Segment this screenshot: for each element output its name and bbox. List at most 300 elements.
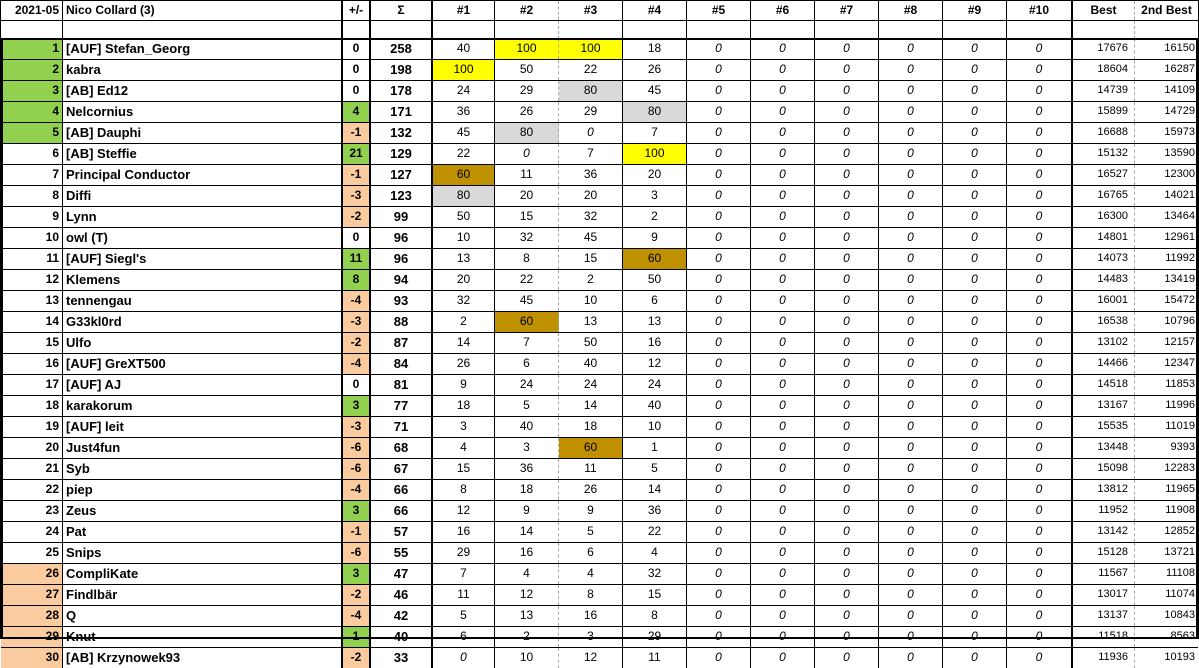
- score-cell-2[interactable]: 0: [495, 144, 559, 164]
- score-cell-5[interactable]: 0: [687, 480, 751, 500]
- spacer-cell[interactable]: [559, 21, 623, 39]
- best-cell[interactable]: 11567: [1071, 564, 1135, 584]
- score-cell-2[interactable]: 15: [495, 207, 559, 227]
- score-cell-6[interactable]: 0: [751, 165, 815, 185]
- score-cell-1[interactable]: 40: [431, 39, 495, 59]
- score-cell-1[interactable]: 80: [431, 186, 495, 206]
- score-cell-3[interactable]: 32: [559, 207, 623, 227]
- score-cell-6[interactable]: 0: [751, 81, 815, 101]
- second-best-cell[interactable]: 11019: [1165, 420, 1195, 432]
- delta-cell[interactable]: -3: [341, 417, 369, 437]
- score-cell-3[interactable]: 2: [559, 270, 623, 290]
- score-cell-1[interactable]: 29: [431, 543, 495, 563]
- rank-cell[interactable]: 14: [1, 312, 63, 332]
- score-cell-3[interactable]: 18: [559, 417, 623, 437]
- score-cell-9[interactable]: 0: [943, 186, 1007, 206]
- delta-cell[interactable]: 0: [341, 39, 369, 59]
- rank-cell[interactable]: 13: [1, 291, 63, 311]
- total-cell[interactable]: 68: [369, 438, 431, 458]
- score-cell-5[interactable]: 0: [687, 606, 751, 626]
- second-best-cell[interactable]: 11853: [1165, 378, 1195, 390]
- score-cell-6[interactable]: 0: [751, 354, 815, 374]
- delta-cell[interactable]: -4: [341, 606, 369, 626]
- score-cell-6[interactable]: 0: [751, 60, 815, 80]
- player-name-cell[interactable]: Knut: [66, 629, 96, 644]
- score-cell-10[interactable]: 0: [1035, 440, 1043, 454]
- total-cell[interactable]: 42: [369, 606, 431, 626]
- total-cell[interactable]: 81: [369, 375, 431, 395]
- best-cell[interactable]: 16765: [1071, 186, 1135, 206]
- score-cell-4[interactable]: 24: [623, 375, 687, 395]
- score-cell-7[interactable]: 0: [815, 228, 879, 248]
- best-column-header[interactable]: Best: [1071, 1, 1135, 20]
- round-2-header[interactable]: #2: [495, 1, 559, 20]
- score-cell-1[interactable]: 50: [431, 207, 495, 227]
- total-cell[interactable]: 94: [369, 270, 431, 290]
- spacer-cell[interactable]: [1071, 21, 1135, 39]
- best-cell[interactable]: 14466: [1071, 354, 1135, 374]
- score-cell-2[interactable]: 11: [495, 165, 559, 185]
- delta-cell[interactable]: 21: [341, 144, 369, 164]
- score-cell-2[interactable]: 100: [495, 39, 559, 59]
- score-cell-8[interactable]: 0: [879, 186, 943, 206]
- score-cell-4[interactable]: 32: [623, 564, 687, 584]
- best-cell[interactable]: 17676: [1071, 39, 1135, 59]
- second-best-cell[interactable]: 16287: [1164, 63, 1195, 75]
- score-cell-9[interactable]: 0: [943, 354, 1007, 374]
- best-cell[interactable]: 15535: [1071, 417, 1135, 437]
- total-cell[interactable]: 99: [369, 207, 431, 227]
- score-cell-4[interactable]: 16: [623, 333, 687, 353]
- score-cell-10[interactable]: 0: [1035, 587, 1043, 601]
- score-cell-1[interactable]: 18: [431, 396, 495, 416]
- second-best-cell[interactable]: 13721: [1164, 546, 1195, 558]
- score-cell-9[interactable]: 0: [943, 564, 1007, 584]
- score-cell-4[interactable]: 1: [623, 438, 687, 458]
- rank-cell[interactable]: 19: [1, 417, 63, 437]
- best-cell[interactable]: 14518: [1071, 375, 1135, 395]
- second-best-cell[interactable]: 13590: [1164, 147, 1195, 159]
- score-cell-1[interactable]: 16: [431, 522, 495, 542]
- score-cell-8[interactable]: 0: [879, 60, 943, 80]
- score-cell-2[interactable]: 12: [495, 585, 559, 605]
- score-cell-3[interactable]: 16: [559, 606, 623, 626]
- score-cell-4[interactable]: 14: [623, 480, 687, 500]
- score-cell-5[interactable]: 0: [687, 543, 751, 563]
- score-cell-7[interactable]: 0: [815, 102, 879, 122]
- score-cell-10[interactable]: 0: [1035, 230, 1043, 244]
- rank-cell[interactable]: 18: [1, 396, 63, 416]
- best-cell[interactable]: 15899: [1071, 102, 1135, 122]
- score-cell-4[interactable]: 26: [623, 60, 687, 80]
- player-name-cell[interactable]: piep: [66, 482, 93, 497]
- score-cell-6[interactable]: 0: [751, 291, 815, 311]
- score-cell-6[interactable]: 0: [751, 459, 815, 479]
- total-cell[interactable]: 96: [369, 228, 431, 248]
- score-cell-5[interactable]: 0: [687, 585, 751, 605]
- score-cell-9[interactable]: 0: [943, 648, 1007, 668]
- score-cell-8[interactable]: 0: [879, 249, 943, 269]
- score-cell-4[interactable]: 7: [623, 123, 687, 143]
- score-cell-3[interactable]: 9: [559, 501, 623, 521]
- score-cell-1[interactable]: 14: [431, 333, 495, 353]
- score-cell-3[interactable]: 100: [559, 39, 623, 59]
- player-name-cell[interactable]: Principal Conductor: [66, 167, 191, 182]
- best-cell[interactable]: 14483: [1071, 270, 1135, 290]
- score-cell-8[interactable]: 0: [879, 606, 943, 626]
- spacer-cell[interactable]: [1, 21, 63, 39]
- score-cell-8[interactable]: 0: [879, 438, 943, 458]
- score-cell-7[interactable]: 0: [815, 627, 879, 647]
- score-cell-1[interactable]: 36: [431, 102, 495, 122]
- score-cell-5[interactable]: 0: [687, 564, 751, 584]
- rank-cell[interactable]: 7: [1, 165, 63, 185]
- player-name-cell[interactable]: kabra: [66, 62, 101, 77]
- spacer-cell[interactable]: [687, 21, 751, 39]
- score-cell-4[interactable]: 10: [623, 417, 687, 437]
- score-cell-8[interactable]: 0: [879, 39, 943, 59]
- rank-cell[interactable]: 21: [1, 459, 63, 479]
- score-cell-6[interactable]: 0: [751, 144, 815, 164]
- score-cell-1[interactable]: 7: [431, 564, 495, 584]
- score-cell-5[interactable]: 0: [687, 375, 751, 395]
- score-cell-8[interactable]: 0: [879, 354, 943, 374]
- score-cell-9[interactable]: 0: [943, 291, 1007, 311]
- rank-cell[interactable]: 9: [1, 207, 63, 227]
- score-cell-6[interactable]: 0: [751, 312, 815, 332]
- score-cell-1[interactable]: 60: [431, 165, 495, 185]
- score-cell-6[interactable]: 0: [751, 207, 815, 227]
- player-name-cell[interactable]: [AUF] AJ: [66, 377, 122, 392]
- score-cell-7[interactable]: 0: [815, 312, 879, 332]
- score-cell-7[interactable]: 0: [815, 459, 879, 479]
- score-cell-7[interactable]: 0: [815, 585, 879, 605]
- score-cell-10[interactable]: 0: [1035, 104, 1043, 118]
- best-cell[interactable]: 13167: [1071, 396, 1135, 416]
- delta-cell[interactable]: -2: [341, 333, 369, 353]
- score-cell-3[interactable]: 60: [559, 438, 623, 458]
- delta-cell[interactable]: -2: [341, 585, 369, 605]
- score-cell-1[interactable]: 26: [431, 354, 495, 374]
- score-cell-4[interactable]: 13: [623, 312, 687, 332]
- score-cell-9[interactable]: 0: [943, 627, 1007, 647]
- score-cell-4[interactable]: 9: [623, 228, 687, 248]
- score-cell-9[interactable]: 0: [943, 270, 1007, 290]
- second-best-cell[interactable]: 9393: [1170, 441, 1195, 453]
- score-cell-10[interactable]: 0: [1035, 545, 1043, 559]
- score-cell-9[interactable]: 0: [943, 102, 1007, 122]
- player-name-cell[interactable]: karakorum: [66, 398, 133, 413]
- rank-cell[interactable]: 11: [1, 249, 63, 269]
- second-best-cell[interactable]: 14109: [1164, 84, 1195, 96]
- spacer-cell[interactable]: [495, 21, 559, 39]
- delta-cell[interactable]: -4: [341, 354, 369, 374]
- league-title-cell[interactable]: Nico Collard (3): [66, 3, 155, 17]
- best-cell[interactable]: 13017: [1071, 585, 1135, 605]
- score-cell-8[interactable]: 0: [879, 417, 943, 437]
- best-cell[interactable]: 11952: [1071, 501, 1135, 521]
- second-best-cell[interactable]: 11992: [1165, 252, 1195, 264]
- score-cell-9[interactable]: 0: [943, 123, 1007, 143]
- score-cell-4[interactable]: 20: [623, 165, 687, 185]
- delta-cell[interactable]: 0: [341, 81, 369, 101]
- second-best-cell[interactable]: 10193: [1164, 651, 1195, 663]
- delta-cell[interactable]: -6: [341, 543, 369, 563]
- score-cell-10[interactable]: 0: [1035, 461, 1043, 475]
- delta-cell[interactable]: -6: [341, 438, 369, 458]
- score-cell-4[interactable]: 8: [623, 606, 687, 626]
- total-cell[interactable]: 66: [369, 480, 431, 500]
- score-cell-2[interactable]: 6: [495, 354, 559, 374]
- round-9-header[interactable]: #9: [943, 1, 1007, 20]
- round-8-header[interactable]: #8: [879, 1, 943, 20]
- score-cell-1[interactable]: 22: [431, 144, 495, 164]
- score-cell-5[interactable]: 0: [687, 354, 751, 374]
- score-cell-2[interactable]: 3: [495, 438, 559, 458]
- score-cell-2[interactable]: 5: [495, 396, 559, 416]
- best-cell[interactable]: 14073: [1071, 249, 1135, 269]
- score-cell-1[interactable]: 20: [431, 270, 495, 290]
- score-cell-8[interactable]: 0: [879, 459, 943, 479]
- second-best-cell[interactable]: 11108: [1166, 567, 1195, 579]
- month-header-cell[interactable]: 2021-05: [1, 1, 63, 20]
- round-10-header[interactable]: #10: [1028, 3, 1050, 17]
- score-cell-8[interactable]: 0: [879, 312, 943, 332]
- total-cell[interactable]: 57: [369, 522, 431, 542]
- score-cell-10[interactable]: 0: [1035, 188, 1043, 202]
- score-cell-5[interactable]: 0: [687, 249, 751, 269]
- best-cell[interactable]: 16527: [1071, 165, 1135, 185]
- score-cell-1[interactable]: 45: [431, 123, 495, 143]
- delta-cell[interactable]: -1: [341, 165, 369, 185]
- total-cell[interactable]: 66: [369, 501, 431, 521]
- score-cell-4[interactable]: 50: [623, 270, 687, 290]
- delta-cell[interactable]: 1: [341, 627, 369, 647]
- score-cell-9[interactable]: 0: [943, 333, 1007, 353]
- total-cell[interactable]: 198: [369, 60, 431, 80]
- player-name-cell[interactable]: G33kl0rd: [66, 314, 122, 329]
- score-cell-3[interactable]: 13: [559, 312, 623, 332]
- second-best-cell[interactable]: 12961: [1164, 231, 1195, 243]
- score-cell-10[interactable]: 0: [1035, 524, 1043, 538]
- score-cell-8[interactable]: 0: [879, 165, 943, 185]
- player-name-cell[interactable]: Pat: [66, 524, 87, 539]
- delta-cell[interactable]: 11: [341, 249, 369, 269]
- score-cell-7[interactable]: 0: [815, 354, 879, 374]
- rank-cell[interactable]: 8: [1, 186, 63, 206]
- spacer-cell[interactable]: [369, 21, 431, 39]
- spacer-cell[interactable]: [623, 21, 687, 39]
- second-best-cell[interactable]: 13419: [1164, 273, 1195, 285]
- score-cell-4[interactable]: 2: [623, 207, 687, 227]
- delta-cell[interactable]: -4: [341, 480, 369, 500]
- score-cell-1[interactable]: 2: [431, 312, 495, 332]
- score-cell-3[interactable]: 11: [559, 459, 623, 479]
- score-cell-10[interactable]: 0: [1035, 167, 1043, 181]
- delta-cell[interactable]: -2: [341, 207, 369, 227]
- score-cell-7[interactable]: 0: [815, 123, 879, 143]
- score-cell-4[interactable]: 36: [623, 501, 687, 521]
- score-cell-3[interactable]: 50: [559, 333, 623, 353]
- score-cell-8[interactable]: 0: [879, 270, 943, 290]
- score-cell-7[interactable]: 0: [815, 501, 879, 521]
- score-cell-9[interactable]: 0: [943, 60, 1007, 80]
- score-cell-6[interactable]: 0: [751, 606, 815, 626]
- rank-cell[interactable]: 4: [1, 102, 63, 122]
- score-cell-7[interactable]: 0: [815, 207, 879, 227]
- score-cell-8[interactable]: 0: [879, 564, 943, 584]
- score-cell-1[interactable]: 9: [431, 375, 495, 395]
- score-cell-1[interactable]: 24: [431, 81, 495, 101]
- total-cell[interactable]: 33: [369, 648, 431, 668]
- score-cell-7[interactable]: 0: [815, 438, 879, 458]
- score-cell-3[interactable]: 7: [559, 144, 623, 164]
- best-cell[interactable]: 15098: [1071, 459, 1135, 479]
- player-name-cell[interactable]: [AB] Ed12: [66, 83, 129, 98]
- rank-cell[interactable]: 26: [1, 564, 63, 584]
- score-cell-9[interactable]: 0: [943, 417, 1007, 437]
- score-cell-10[interactable]: 0: [1035, 83, 1043, 97]
- delta-cell[interactable]: 3: [341, 501, 369, 521]
- rank-cell[interactable]: 24: [1, 522, 63, 542]
- score-cell-4[interactable]: 22: [623, 522, 687, 542]
- delta-cell[interactable]: 0: [341, 375, 369, 395]
- score-cell-1[interactable]: 15: [431, 459, 495, 479]
- score-cell-7[interactable]: 0: [815, 333, 879, 353]
- score-cell-9[interactable]: 0: [943, 312, 1007, 332]
- second-best-cell[interactable]: 15472: [1164, 294, 1195, 306]
- score-cell-10[interactable]: 0: [1035, 566, 1043, 580]
- score-cell-3[interactable]: 26: [559, 480, 623, 500]
- spacer-cell[interactable]: [879, 21, 943, 39]
- delta-cell[interactable]: -3: [341, 186, 369, 206]
- player-name-cell[interactable]: [AUF] Stefan_Georg: [66, 41, 191, 56]
- delta-cell[interactable]: -1: [341, 123, 369, 143]
- score-cell-7[interactable]: 0: [815, 522, 879, 542]
- score-cell-5[interactable]: 0: [687, 186, 751, 206]
- score-cell-1[interactable]: 11: [431, 585, 495, 605]
- score-cell-5[interactable]: 0: [687, 312, 751, 332]
- spacer-cell[interactable]: [1007, 21, 1071, 39]
- score-cell-7[interactable]: 0: [815, 480, 879, 500]
- player-name-cell[interactable]: Diffi: [66, 188, 92, 203]
- score-cell-9[interactable]: 0: [943, 165, 1007, 185]
- score-cell-4[interactable]: 12: [623, 354, 687, 374]
- score-cell-1[interactable]: 13: [431, 249, 495, 269]
- spacer-cell[interactable]: [431, 21, 495, 39]
- score-cell-9[interactable]: 0: [943, 522, 1007, 542]
- score-cell-4[interactable]: 11: [623, 648, 687, 668]
- player-name-cell[interactable]: [AUF] Siegl's: [66, 251, 147, 266]
- second-best-cell[interactable]: 12283: [1164, 462, 1195, 474]
- best-cell[interactable]: 14739: [1071, 81, 1135, 101]
- total-cell[interactable]: 178: [369, 81, 431, 101]
- score-cell-7[interactable]: 0: [815, 648, 879, 668]
- score-cell-1[interactable]: 5: [431, 606, 495, 626]
- score-cell-8[interactable]: 0: [879, 627, 943, 647]
- rank-cell[interactable]: 15: [1, 333, 63, 353]
- delta-cell[interactable]: 0: [341, 60, 369, 80]
- best-cell[interactable]: 16001: [1071, 291, 1135, 311]
- round-6-header[interactable]: #6: [751, 1, 815, 20]
- best-cell[interactable]: 11936: [1071, 648, 1135, 668]
- score-cell-8[interactable]: 0: [879, 480, 943, 500]
- score-cell-1[interactable]: 10: [431, 228, 495, 248]
- score-cell-8[interactable]: 0: [879, 648, 943, 668]
- score-cell-3[interactable]: 45: [559, 228, 623, 248]
- second-best-cell[interactable]: 11074: [1165, 588, 1195, 600]
- total-cell[interactable]: 96: [369, 249, 431, 269]
- rank-cell[interactable]: 1: [1, 39, 63, 59]
- second-best-cell[interactable]: 12347: [1164, 357, 1195, 369]
- score-cell-2[interactable]: 26: [495, 102, 559, 122]
- score-cell-4[interactable]: 3: [623, 186, 687, 206]
- score-cell-10[interactable]: 0: [1035, 482, 1043, 496]
- score-cell-3[interactable]: 80: [559, 81, 623, 101]
- second-best-cell[interactable]: 12157: [1164, 336, 1195, 348]
- score-cell-5[interactable]: 0: [687, 501, 751, 521]
- score-cell-2[interactable]: 2: [495, 627, 559, 647]
- delta-cell[interactable]: -6: [341, 459, 369, 479]
- spacer-cell[interactable]: [751, 21, 815, 39]
- score-cell-2[interactable]: 8: [495, 249, 559, 269]
- score-cell-10[interactable]: 0: [1035, 293, 1043, 307]
- score-cell-3[interactable]: 20: [559, 186, 623, 206]
- score-cell-4[interactable]: 15: [623, 585, 687, 605]
- player-name-cell[interactable]: [AUF] leit: [66, 419, 124, 434]
- player-name-cell[interactable]: tennengau: [66, 293, 132, 308]
- rank-cell[interactable]: 20: [1, 438, 63, 458]
- score-cell-3[interactable]: 12: [559, 648, 623, 668]
- round-5-header[interactable]: #5: [687, 1, 751, 20]
- total-cell[interactable]: 127: [369, 165, 431, 185]
- delta-cell[interactable]: -4: [341, 291, 369, 311]
- score-cell-3[interactable]: 24: [559, 375, 623, 395]
- round-3-header[interactable]: #3: [559, 1, 623, 20]
- score-cell-4[interactable]: 100: [623, 144, 687, 164]
- score-cell-10[interactable]: 0: [1035, 146, 1043, 160]
- round-1-header[interactable]: #1: [431, 1, 495, 20]
- score-cell-3[interactable]: 14: [559, 396, 623, 416]
- score-cell-10[interactable]: 0: [1035, 650, 1043, 664]
- score-cell-3[interactable]: 0: [559, 123, 623, 143]
- score-cell-9[interactable]: 0: [943, 228, 1007, 248]
- score-cell-10[interactable]: 0: [1035, 629, 1043, 643]
- total-cell[interactable]: 171: [369, 102, 431, 122]
- score-cell-1[interactable]: 6: [431, 627, 495, 647]
- score-cell-3[interactable]: 22: [559, 60, 623, 80]
- score-cell-3[interactable]: 36: [559, 165, 623, 185]
- score-cell-9[interactable]: 0: [943, 480, 1007, 500]
- second-best-cell[interactable]: 10796: [1164, 315, 1195, 327]
- score-cell-9[interactable]: 0: [943, 501, 1007, 521]
- score-cell-2[interactable]: 18: [495, 480, 559, 500]
- score-cell-2[interactable]: 10: [495, 648, 559, 668]
- score-cell-10[interactable]: 0: [1035, 608, 1043, 622]
- delta-cell[interactable]: -3: [341, 312, 369, 332]
- total-cell[interactable]: 47: [369, 564, 431, 584]
- rank-cell[interactable]: 23: [1, 501, 63, 521]
- score-cell-5[interactable]: 0: [687, 207, 751, 227]
- score-cell-2[interactable]: 40: [495, 417, 559, 437]
- score-cell-2[interactable]: 29: [495, 81, 559, 101]
- total-cell[interactable]: 123: [369, 186, 431, 206]
- player-name-cell[interactable]: Klemens: [66, 272, 121, 287]
- score-cell-6[interactable]: 0: [751, 333, 815, 353]
- rank-cell[interactable]: 12: [1, 270, 63, 290]
- score-cell-3[interactable]: 10: [559, 291, 623, 311]
- total-cell[interactable]: 129: [369, 144, 431, 164]
